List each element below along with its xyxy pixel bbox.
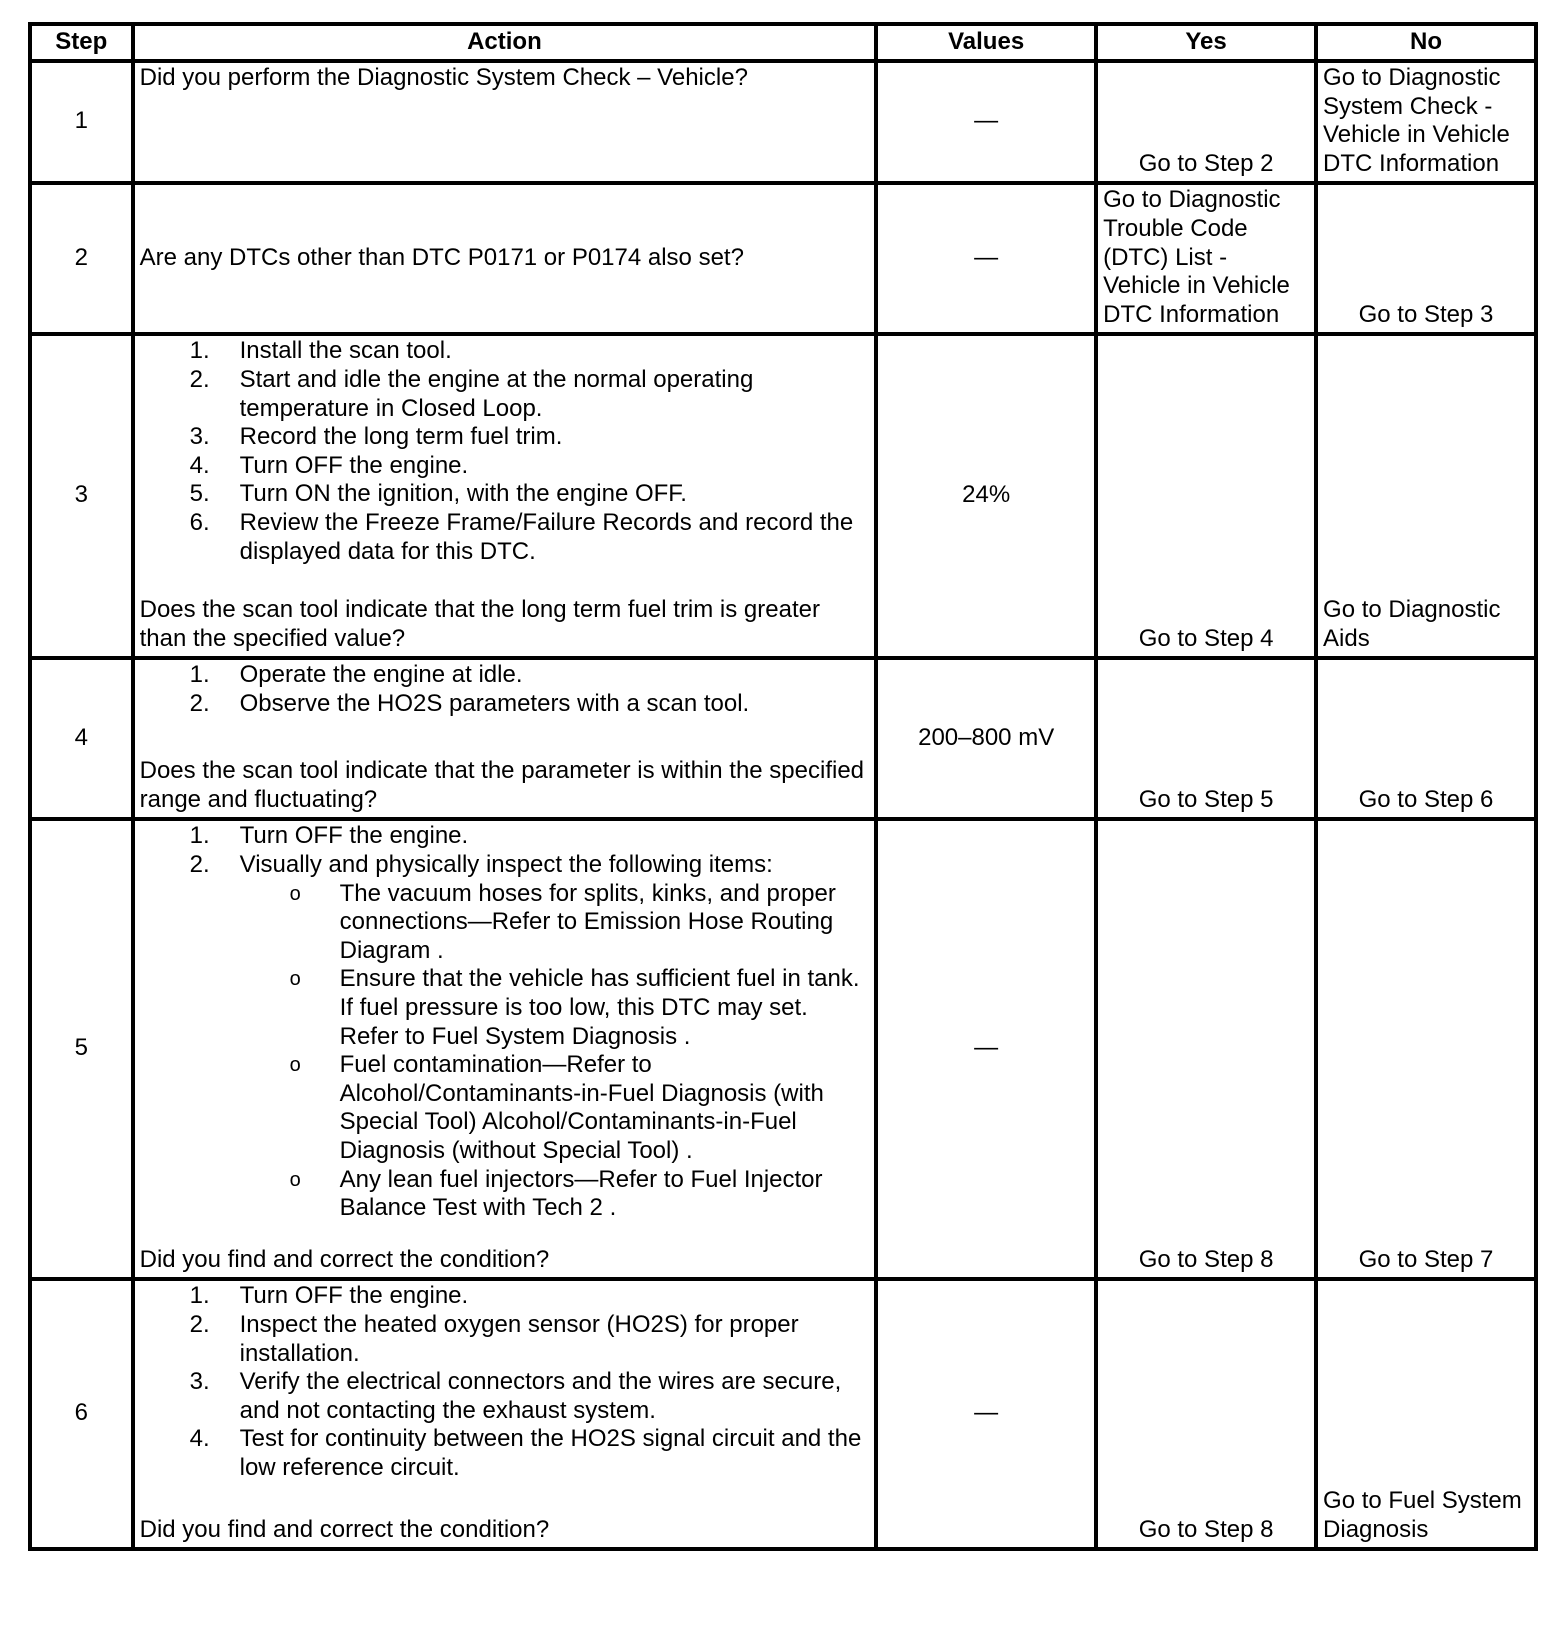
action-question: Did you perform the Diagnostic System Check – Vehicle? xyxy=(139,64,748,91)
action-steps xyxy=(140,822,870,879)
no-cell: Go to Step 7 xyxy=(1316,819,1536,1279)
list-item: o The vacuum hoses for splits, kinks, and proper connections—Refer to Emission Hose Routing Diagram . xyxy=(289,879,836,964)
header-row xyxy=(30,24,1536,61)
table-row-step-3 xyxy=(30,334,1536,658)
step-number: 2 xyxy=(30,183,133,334)
list-item: 6. Review the Freeze Frame/Failure Records and record the displayed data for this DTC. xyxy=(189,508,854,565)
header-yes: Yes xyxy=(1096,24,1316,61)
action-steps xyxy=(140,337,870,566)
list-item: 5. Turn ON the ignition, with the engine OFF. xyxy=(189,480,687,508)
no-cell: Go to Step 6 xyxy=(1316,658,1536,819)
no-cell: Go to Step 3 xyxy=(1316,183,1536,334)
action-cell xyxy=(133,334,877,658)
header-no: No xyxy=(1316,24,1536,61)
action-question: Does the scan tool indicate that the parameter is within the specified range and fluctuating? xyxy=(139,757,865,813)
action-question: Did you find and correct the condition? xyxy=(139,1245,550,1273)
value-cell: — xyxy=(876,61,1096,183)
list-item: 3. Verify the electrical connectors and the wires are secure, and not contacting the exhaust system. xyxy=(189,1368,842,1424)
table-row-step-2 xyxy=(30,183,1536,334)
no-cell: Go to Diagnostic Aids xyxy=(1316,334,1536,658)
list-item: 1. Install the scan tool. xyxy=(189,337,452,365)
list-item: o Fuel contamination—Refer to Alcohol/Contaminants-in-Fuel Diagnosis (with Special Tool) Alcohol/Contaminants-in-Fuel Diagnosis (without Special Tool) . xyxy=(289,1051,824,1164)
no-cell: Go to Fuel System Diagnosis xyxy=(1316,1279,1536,1549)
yes-cell: Go to Step 8 xyxy=(1096,1279,1316,1549)
yes-cell: Go to Step 8 xyxy=(1096,819,1316,1279)
table-row-step-5 xyxy=(30,819,1536,1279)
action-steps xyxy=(140,661,870,718)
value-cell: — xyxy=(876,183,1096,334)
action-question: Are any DTCs other than DTC P0171 or P0174 also set? xyxy=(133,183,877,334)
list-item: o Ensure that the vehicle has sufficient fuel in tank. If fuel pressure is too low, this DTC may set. Refer to Fuel System Diagnosis . xyxy=(289,965,860,1050)
value-cell: 200–800 mV xyxy=(876,658,1096,819)
action-question: Does the scan tool indicate that the long term fuel trim is greater than the specified value? xyxy=(139,596,820,652)
header-action: Action xyxy=(133,24,877,61)
list-item: 1. Turn OFF the engine. xyxy=(189,1282,469,1310)
table-row-step-6 xyxy=(30,1279,1536,1549)
value-cell: 24% xyxy=(876,334,1096,658)
yes-cell: Go to Diagnostic Trouble Code (DTC) List - Vehicle in Vehicle DTC Information xyxy=(1096,183,1316,334)
yes-cell: Go to Step 4 xyxy=(1096,334,1316,658)
table-row-step-4 xyxy=(30,658,1536,819)
inspection-sublist xyxy=(240,880,870,1223)
yes-cell: Go to Step 5 xyxy=(1096,658,1316,819)
list-item: o Any lean fuel injectors—Refer to Fuel Injector Balance Test with Tech 2 . xyxy=(289,1165,823,1222)
value-cell: — xyxy=(876,819,1096,1279)
list-item: 1. Operate the engine at idle. xyxy=(189,661,523,689)
step-number: 5 xyxy=(30,819,133,1279)
action-cell xyxy=(133,819,877,1279)
list-item: 1. Turn OFF the engine. xyxy=(189,822,469,850)
list-item: 2. Visually and physically inspect the following items: xyxy=(189,850,773,878)
list-item: 4. Turn OFF the engine. xyxy=(189,451,469,479)
no-cell: Go to Diagnostic System Check - Vehicle in Vehicle DTC Information xyxy=(1316,61,1536,183)
action-steps xyxy=(140,1282,870,1482)
value-cell: — xyxy=(876,1279,1096,1549)
header-step: Step xyxy=(30,24,133,61)
list-item: 2. Start and idle the engine at the normal operating temperature in Closed Loop. xyxy=(189,365,754,422)
action-cell xyxy=(133,61,877,183)
action-question: Did you find and correct the condition? xyxy=(139,1515,550,1543)
action-cell xyxy=(133,658,877,819)
list-item: 3. Record the long term fuel trim. xyxy=(189,423,563,451)
diagnostic-table xyxy=(28,22,1538,1551)
header-values: Values xyxy=(876,24,1096,61)
table-row-step-1 xyxy=(30,61,1536,183)
yes-cell: Go to Step 2 xyxy=(1096,61,1316,183)
step-number: 3 xyxy=(30,334,133,658)
list-item: 4. Test for continuity between the HO2S signal circuit and the low reference circuit. xyxy=(189,1425,862,1481)
list-item: 2. Observe the HO2S parameters with a scan tool. xyxy=(189,689,750,717)
list-item: 2. Inspect the heated oxygen sensor (HO2S) for proper installation. xyxy=(189,1310,799,1367)
step-number: 6 xyxy=(30,1279,133,1549)
step-number: 1 xyxy=(30,61,133,183)
action-cell xyxy=(133,1279,877,1549)
step-number: 4 xyxy=(30,658,133,819)
